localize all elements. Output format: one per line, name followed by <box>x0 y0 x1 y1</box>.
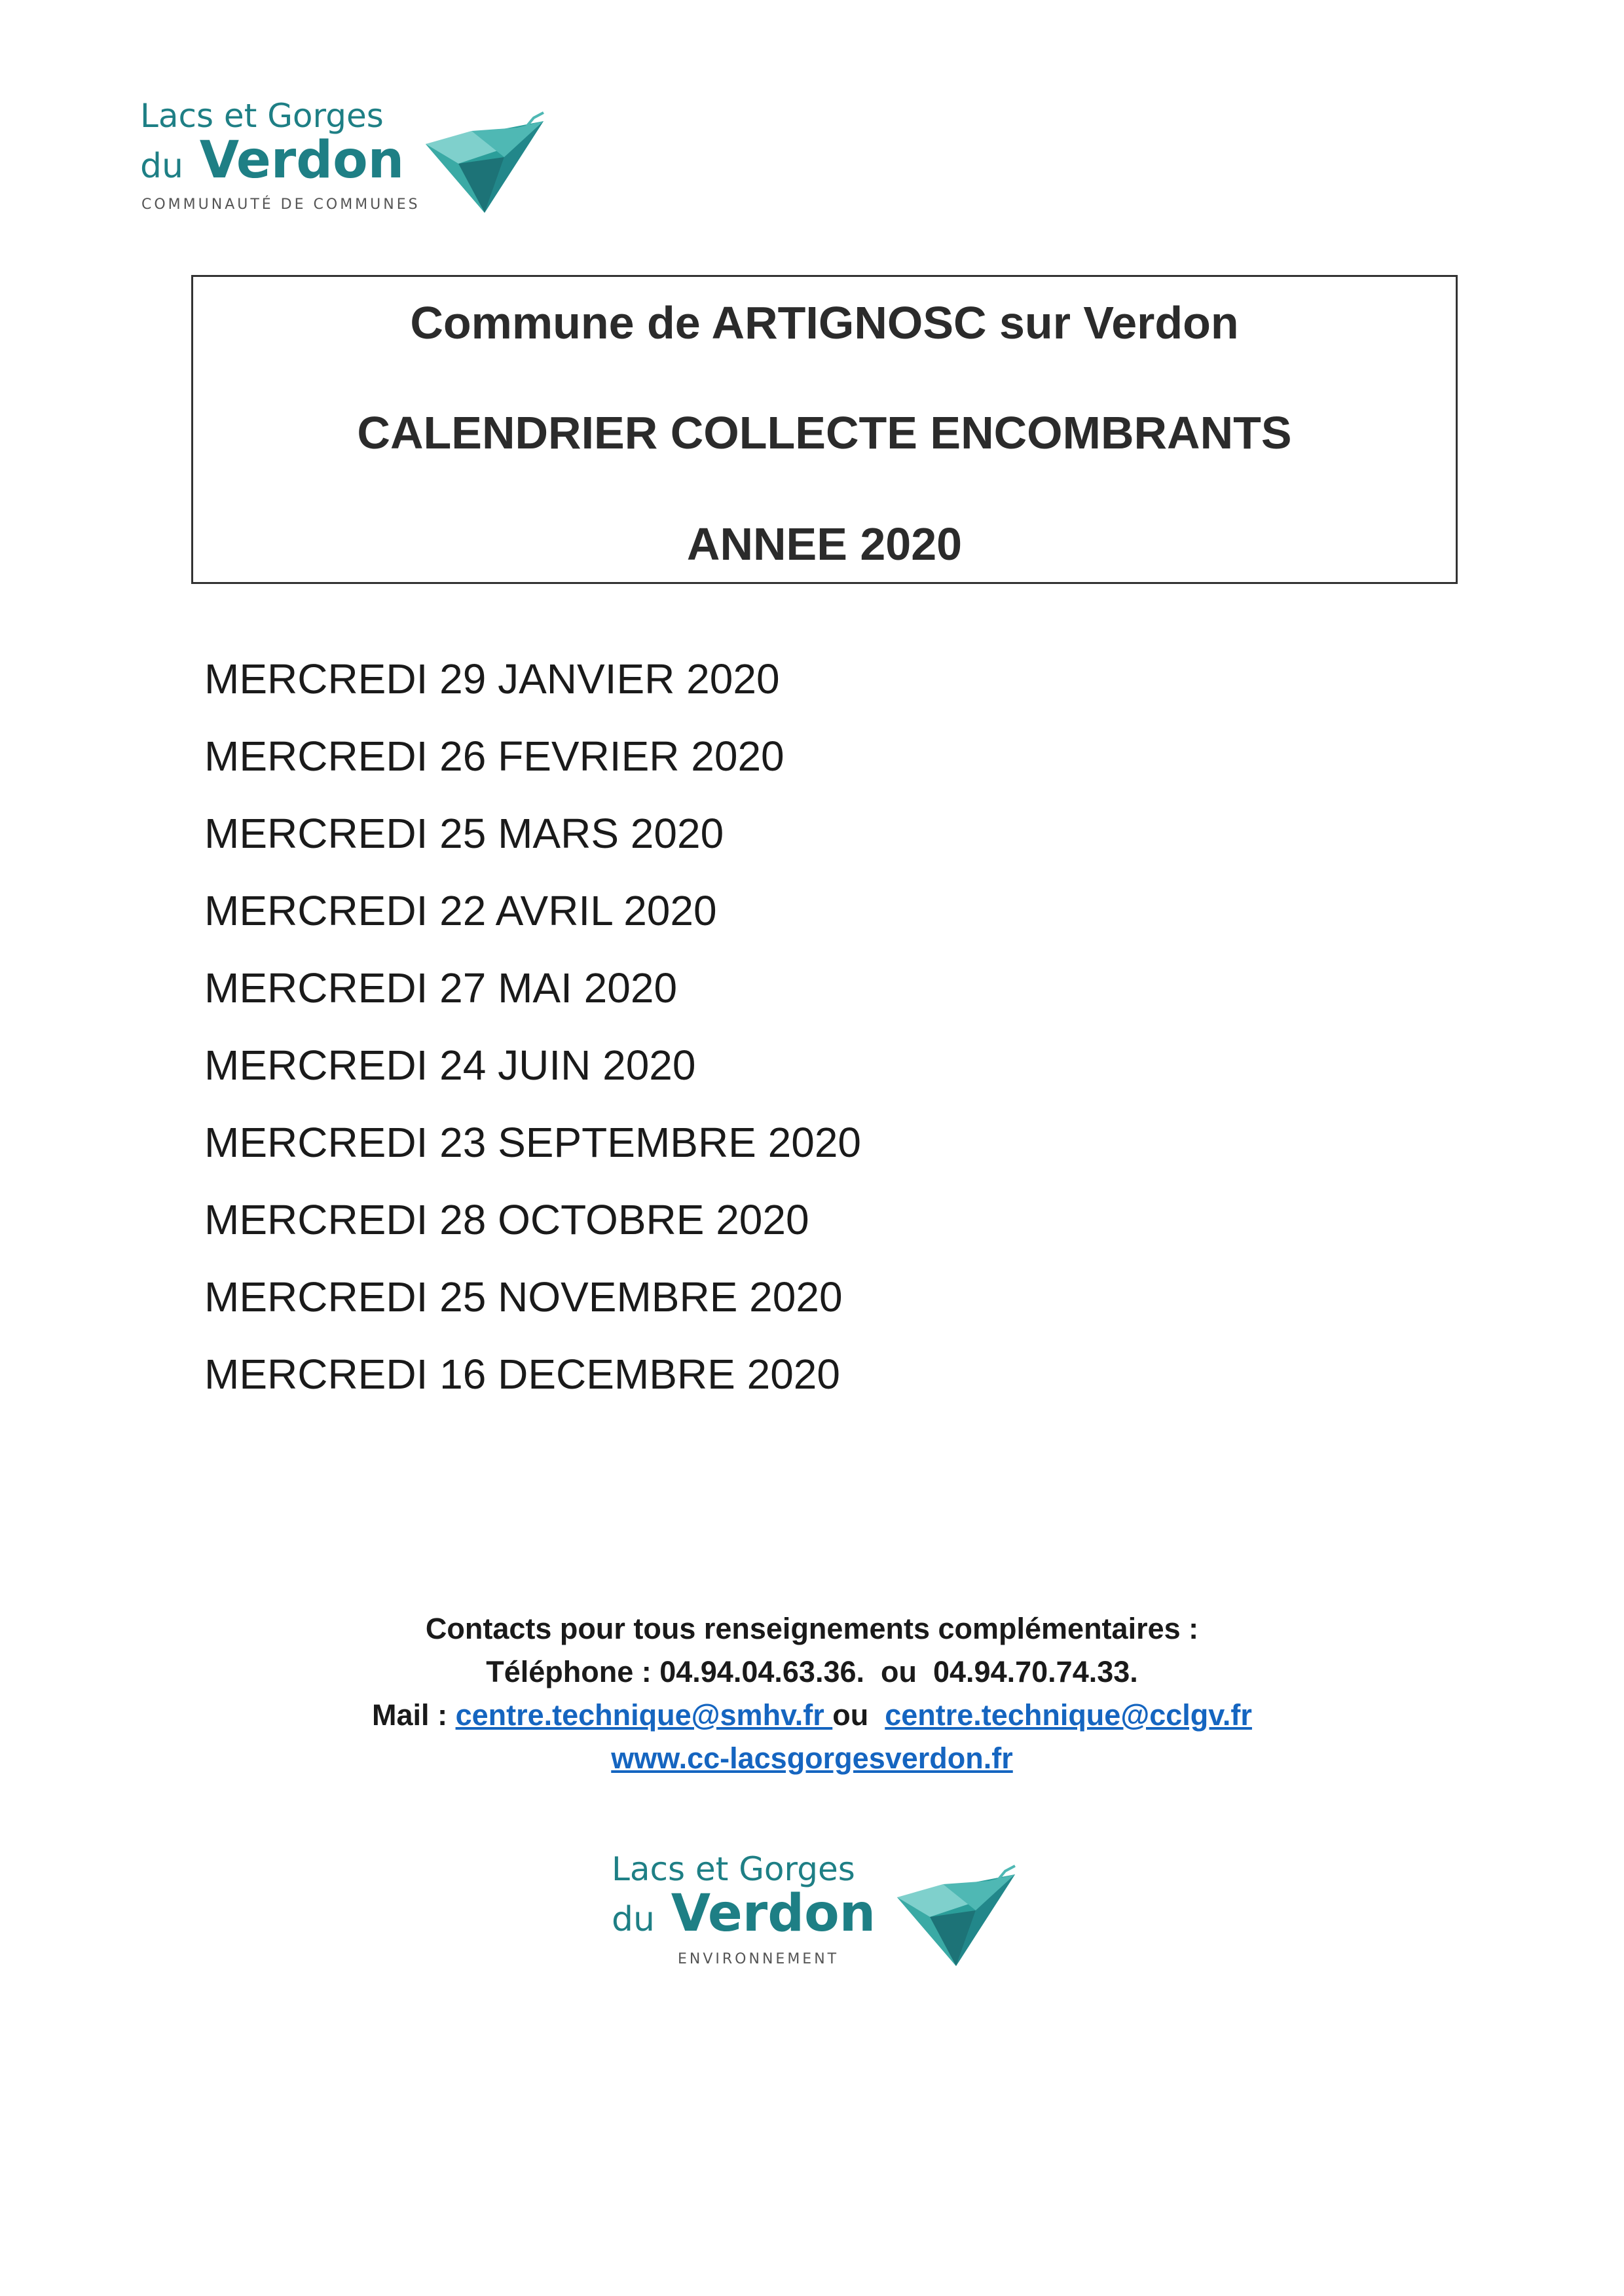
phone-number-2: 04.94.70.74.33. <box>933 1655 1138 1688</box>
website-row <box>157 1737 1467 1780</box>
year-title: ANNEE 2020 <box>686 519 963 570</box>
list-item: MERCREDI 25 NOVEMBRE 2020 <box>204 1273 843 1321</box>
mail-or: ou <box>832 1698 885 1732</box>
list-item: MERCREDI 26 FEVRIER 2020 <box>204 733 784 780</box>
logo-line-du-verdon <box>140 131 404 190</box>
list-item: MERCREDI 23 SEPTEMBRE 2020 <box>204 1119 861 1166</box>
calendar-title: CALENDRIER COLLECTE ENCOMBRANTS <box>357 407 1292 458</box>
website-link[interactable]: www.cc-lacsgorgesverdon.fr <box>611 1741 1013 1775</box>
logo-line-lacs-et-gorges: Lacs et Gorges <box>612 1850 855 1888</box>
mail-row <box>157 1694 1467 1737</box>
verdon-triangle-icon <box>419 111 550 216</box>
logo-line-lacs-et-gorges: Lacs et Gorges <box>140 97 384 135</box>
logo-subtitle: COMMUNAUTÉ DE COMMUNES <box>141 196 420 213</box>
contacts-section <box>157 1607 1467 1780</box>
phone-or: ou <box>864 1655 933 1688</box>
list-item: MERCREDI 24 JUIN 2020 <box>204 1042 696 1089</box>
logo-word-du: du <box>140 147 183 186</box>
logo-subtitle: ENVIRONNEMENT <box>678 1951 840 1967</box>
title-box <box>191 275 1458 584</box>
verdon-triangle-icon <box>891 1865 1022 1969</box>
email-link-smhv[interactable]: centre.technique@smhv.fr <box>455 1698 833 1732</box>
list-item: MERCREDI 27 MAI 2020 <box>204 964 678 1011</box>
logo-communaute-de-communes <box>138 92 563 223</box>
logo-word-verdon: Verdon <box>671 1884 876 1943</box>
list-item: MERCREDI 22 AVRIL 2020 <box>204 887 717 934</box>
email-link-cclgv[interactable]: centre.technique@cclgv.fr <box>885 1698 1252 1732</box>
commune-title: Commune de ARTIGNOSC sur Verdon <box>410 297 1239 348</box>
logo-word-verdon: Verdon <box>199 131 405 190</box>
logo-line-du-verdon <box>612 1884 876 1943</box>
list-item: MERCREDI 28 OCTOBRE 2020 <box>204 1196 809 1243</box>
collection-dates-list <box>204 640 861 1413</box>
logo-environnement <box>609 1845 1035 1976</box>
logo-word-du: du <box>612 1900 655 1939</box>
list-item: MERCREDI 16 DECEMBRE 2020 <box>204 1351 840 1398</box>
mail-label: Mail : <box>372 1698 456 1732</box>
list-item: MERCREDI 25 MARS 2020 <box>204 810 724 857</box>
phone-label: Téléphone : <box>486 1655 660 1688</box>
phone-row <box>157 1650 1467 1694</box>
phone-number-1: 04.94.04.63.36. <box>659 1655 864 1688</box>
contacts-heading: Contacts pour tous renseignements complémentaires : <box>425 1612 1199 1645</box>
list-item: MERCREDI 29 JANVIER 2020 <box>204 655 780 702</box>
